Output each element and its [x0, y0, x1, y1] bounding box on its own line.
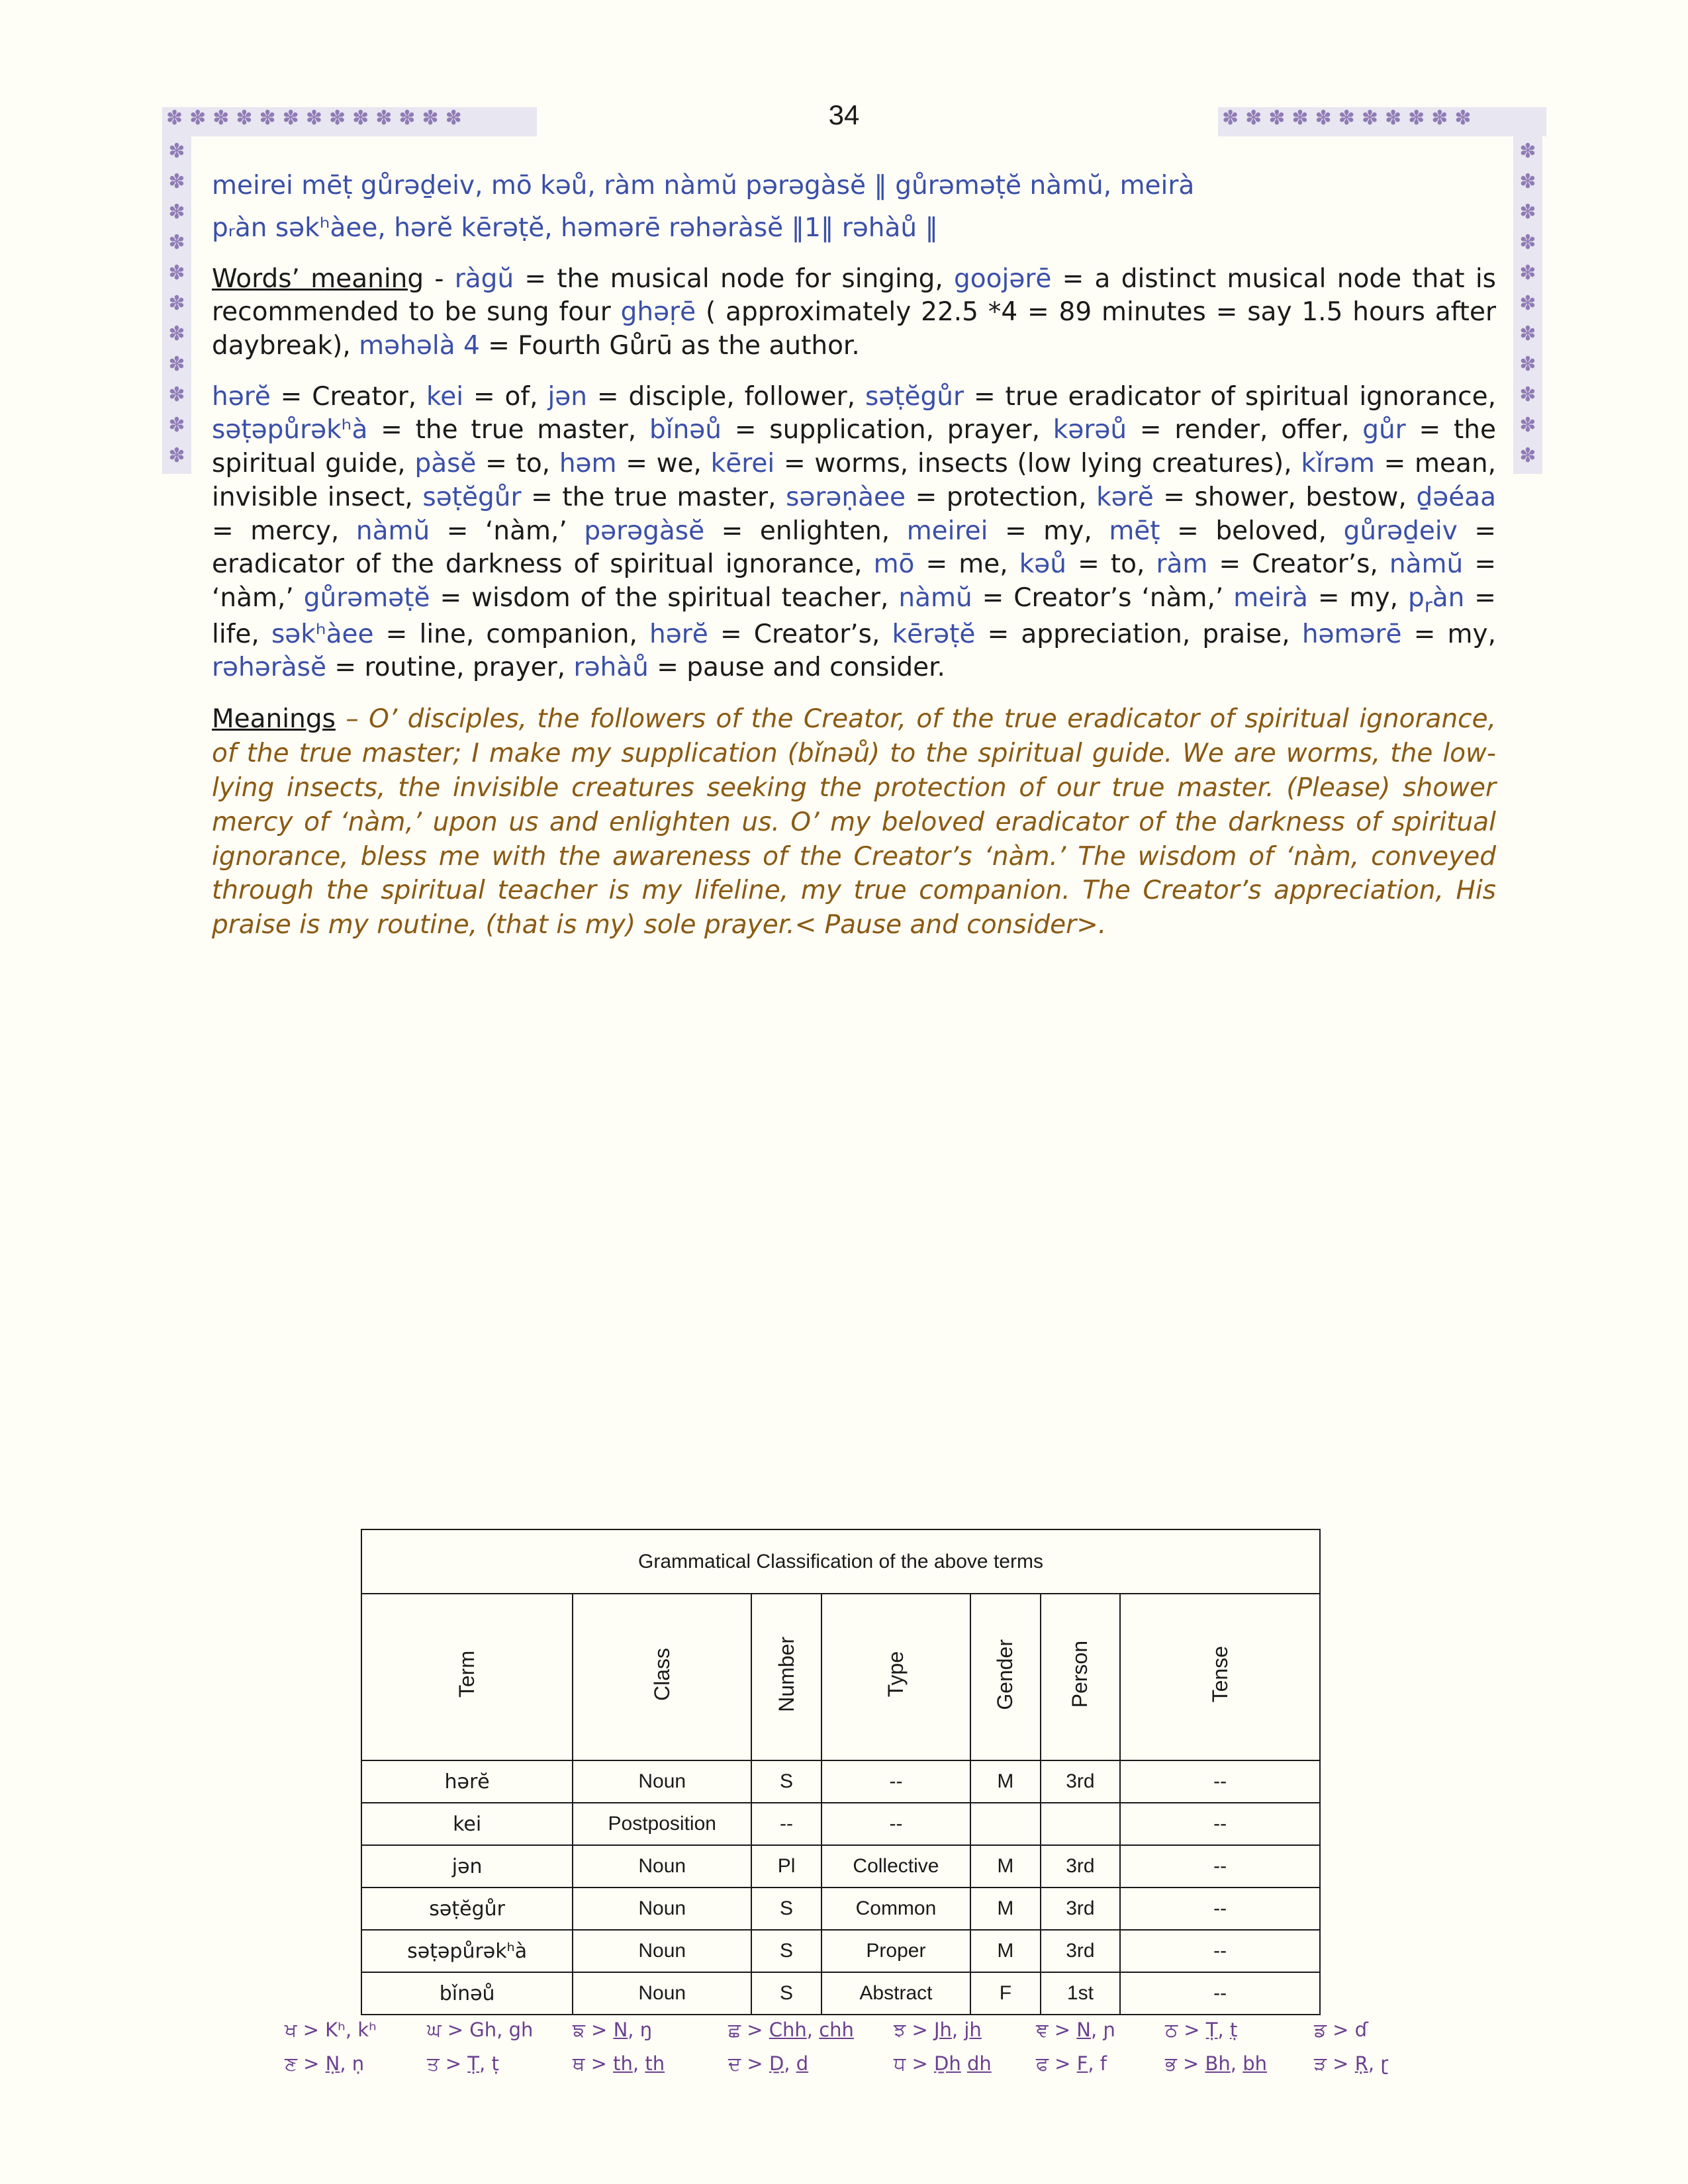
grammar-table-wrapper: [361, 1529, 1321, 2015]
cell-class: Noun: [573, 1972, 751, 2015]
table-row: [361, 1888, 1320, 1930]
ornament-band-top-left: ✽✽✽✽✽✽✽✽✽✽✽✽✽: [162, 107, 537, 136]
cell-term: jən: [361, 1845, 573, 1888]
table-header-row: [361, 1594, 1320, 1760]
ornament-band-right: ✽ ✽ ✽ ✽ ✽ ✽ ✽ ✽ ✽ ✽ ✽: [1513, 136, 1542, 474]
cell-gender: M: [970, 1888, 1041, 1930]
column-header-class: Class: [573, 1594, 751, 1760]
cell-person: 3rd: [1041, 1760, 1121, 1803]
cell-gender: M: [970, 1845, 1041, 1888]
cell-type: --: [821, 1760, 970, 1803]
key-item: ਣ > Ṇ, ṇ: [285, 2052, 365, 2075]
cell-type: Common: [821, 1888, 970, 1930]
key-item: ਡ > ɗ: [1314, 2019, 1368, 2041]
cell-tense: --: [1120, 1803, 1320, 1845]
key-row-2: [285, 2052, 1450, 2075]
grammar-table: [361, 1529, 1321, 2015]
cell-type: --: [821, 1803, 970, 1845]
cell-tense: --: [1120, 1845, 1320, 1888]
cell-number: Pl: [751, 1845, 821, 1888]
cell-gender: M: [970, 1930, 1041, 1972]
key-item: ੜ > Ṛ, ɽ: [1314, 2052, 1389, 2075]
column-header-tense: Tense: [1120, 1594, 1320, 1760]
key-item: ਤ > Ṭ, ṭ: [427, 2052, 499, 2075]
meanings-paragraph: [212, 702, 1496, 942]
key-row-1: [285, 2019, 1450, 2042]
ornament-band-top-right: ✽✽✽✽✽✽✽✽✽✽✽: [1218, 107, 1546, 136]
key-item: ਫ > F, f: [1036, 2052, 1107, 2075]
table-row: [361, 1972, 1320, 2015]
column-header-person: Person: [1041, 1594, 1121, 1760]
meanings-body: – O’ disciples, the followers of the Creator, of the true eradicator of spiritual ignorance, of the true master; I make my supplication (bǐnəů) to the spiritual guide. We are worms, the low-lying insects, the invisible creatures seeking the protection of our true master. (Please) shower mercy of ‘nàm,’ upon us and enlighten us. O’ my beloved eradicator of the darkness of spiritual ignorance, bless me with the awareness of the Creator’s ‘nàm.’ The wisdom of ‘nàm, conveyed through the spiritual teacher is my lifeline, my true companion. The Creator’s appreciation, His praise is my routine, (that is my) sole prayer.< Pause and consider>.: [212, 704, 1496, 940]
glossary-paragraph: [212, 381, 1496, 685]
table-row: [361, 1803, 1320, 1845]
key-item: ਙ > N, ŋ: [573, 2019, 653, 2041]
key-item: ਖ > Kʰ, kʰ: [285, 2019, 377, 2041]
table-row: [361, 1845, 1320, 1888]
cell-class: Noun: [573, 1930, 751, 1972]
table-title: Grammatical Classification of the above terms: [361, 1529, 1320, 1594]
key-item: ਭ > Bh, bh: [1165, 2052, 1268, 2075]
cell-gender: F: [970, 1972, 1041, 2015]
key-item: ਝ > Jh, jh: [894, 2019, 982, 2041]
table-row: [361, 1760, 1320, 1803]
cell-term: kei: [361, 1803, 573, 1845]
cell-number: S: [751, 1972, 821, 2015]
verse-line-1: meirei mēṭ gůrəḏeiv, mō kəů, ràm nàmŭ pərəgàsĕ ‖ gůrəməṭĕ nàmŭ, meirà: [212, 171, 1195, 201]
key-item: ਛ > Chh, chh: [728, 2019, 854, 2041]
cell-class: Postposition: [573, 1803, 751, 1845]
table-title-row: [361, 1529, 1320, 1594]
key-item: ਠ > Ṭ, ṭ: [1165, 2019, 1238, 2041]
cell-person: 3rd: [1041, 1888, 1121, 1930]
cell-tense: --: [1120, 1760, 1320, 1803]
verse-line-2: [212, 211, 1496, 246]
column-header-term: Term: [361, 1594, 573, 1760]
cell-class: Noun: [573, 1888, 751, 1930]
cell-person: 3rd: [1041, 1845, 1121, 1888]
cell-number: --: [751, 1803, 821, 1845]
cell-number: S: [751, 1888, 821, 1930]
page-content: [212, 169, 1496, 960]
key-item: ਥ > th, th: [573, 2052, 665, 2075]
cell-class: Noun: [573, 1760, 751, 1803]
cell-term: bǐnəů: [361, 1972, 573, 2015]
words-meaning-heading: Words’ meaning: [212, 263, 424, 294]
page-number: 34: [828, 99, 860, 130]
cell-tense: --: [1120, 1972, 1320, 2015]
column-header-gender: Gender: [970, 1594, 1041, 1760]
cell-type: Proper: [821, 1930, 970, 1972]
cell-type: Abstract: [821, 1972, 970, 2015]
transliteration-key: [285, 2019, 1450, 2086]
column-header-number: Number: [751, 1594, 821, 1760]
words-meaning-body: - ràgŭ = the musical node for singing, goojərē = a distinct musical node that is recommended to be sung four ghəṛē ( approximately 22.5 *4 = 89 minutes = say 1.5 hours after daybreak), məhəlà 4 = Fourth Gůrū as the author.: [212, 263, 1496, 361]
cell-term: səṭəpůrəkʰà: [361, 1930, 573, 1972]
cell-person: 3rd: [1041, 1930, 1121, 1972]
table-row: [361, 1930, 1320, 1972]
glossary-body: hərĕ = Creator, kei = of, jən = disciple, follower, səṭĕgůr = true eradicator of spiritual ignorance, səṭəpůrəkʰà = the true master, bǐnəů = supplication, prayer, kərəů = render, offer, gůr = the spiritual guide, pàsĕ = to, həm = we, kērei = worms, insects (low lying creatures), kǐrəm = mean, invisible insect, səṭĕgůr = the true master, sərəṇàee = protection, kərĕ = shower, bestow, ḏəéaa = mercy, nàmŭ = ‘nàm,’ pərəgàsĕ = enlighten, meirei = my, mēṭ = beloved, gůrəḏeiv = eradicator of the darkness of spiritual ignorance, mō = me, kəů = to, ràm = Creator’s, nàmŭ = ‘nàm,’ gůrəməṭĕ = wisdom of the spiritual teacher, nàmŭ = Creator’s ‘nàm,’ meirà = my, $p_ràn$ = life, səkʰàee = line, companion, hərĕ = Creator’s, kērəṭĕ = appreciation, praise, həmərē = my, rəhəràsĕ = routine, prayer, rəhàů = pause and consider.: [212, 381, 1497, 683]
verse-line-2-text: pᵣàn səkʰàee, hərĕ kērəṭĕ, həmərē rəhəràsĕ ‖1‖ rəhàů ‖: [212, 212, 939, 243]
words-meaning-paragraph: [212, 263, 1496, 363]
cell-type: Collective: [821, 1845, 970, 1888]
column-header-type: Type: [821, 1594, 970, 1760]
cell-class: Noun: [573, 1845, 751, 1888]
cell-term: hərĕ: [361, 1760, 573, 1803]
cell-gender: [970, 1803, 1041, 1845]
cell-number: S: [751, 1930, 821, 1972]
key-item: ਧ > Ḏh dh: [894, 2052, 992, 2075]
key-item: ਞ > N, ɲ: [1036, 2019, 1116, 2041]
cell-tense: --: [1120, 1888, 1320, 1930]
meanings-heading: Meanings: [212, 704, 336, 735]
cell-gender: M: [970, 1760, 1041, 1803]
cell-tense: --: [1120, 1930, 1320, 1972]
cell-term: səṭĕgůr: [361, 1888, 573, 1930]
cell-number: S: [751, 1760, 821, 1803]
key-item: ਘ > Gh, gh: [427, 2019, 534, 2041]
cell-person: [1041, 1803, 1121, 1845]
key-item: ਦ > Ḏ, d: [728, 2052, 809, 2075]
cell-person: 1st: [1041, 1972, 1121, 2015]
ornament-band-left: ✽ ✽ ✽ ✽ ✽ ✽ ✽ ✽ ✽ ✽ ✽: [162, 136, 191, 474]
